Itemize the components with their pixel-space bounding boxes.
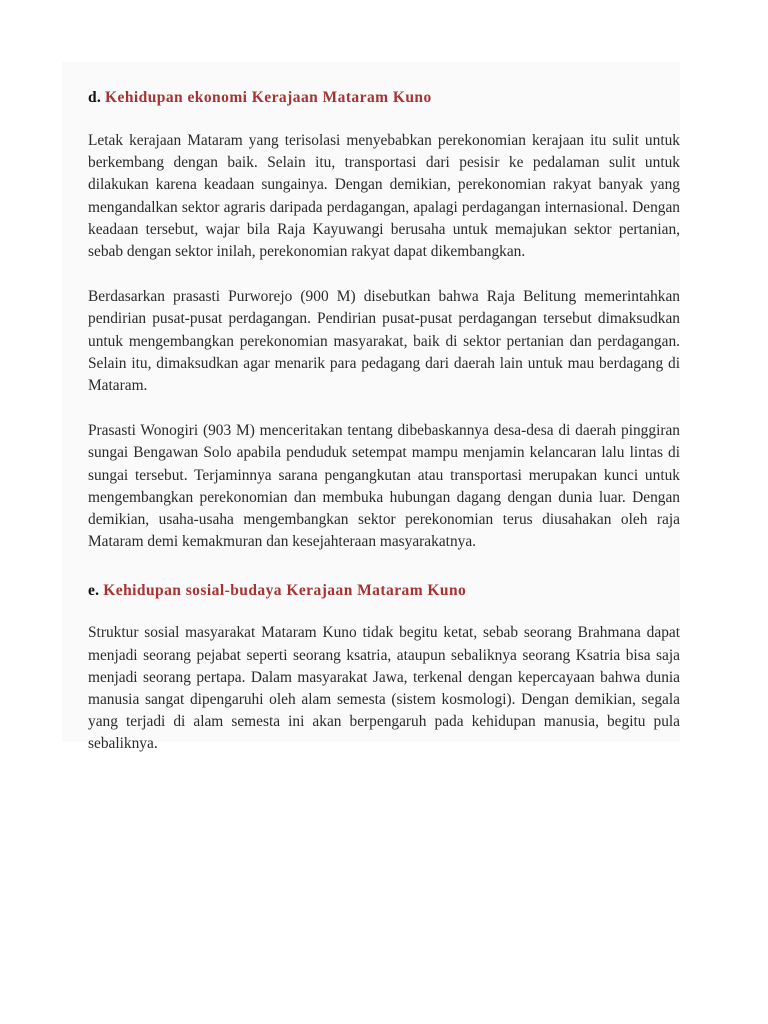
- paragraph-social-1: Struktur sosial masyarakat Mataram Kuno tidak begitu ketat, sebab seorang Brahmana dapat menjadi seorang pejabat seperti seorang ksatria, ataupun sebaliknya seorang Ksatria bisa saja menjadi seorang pertapa. Dalam masyarakat Jawa, terkenal dengan kepercayaan bahwa dunia manusia sangat dipengaruhi oleh alam semesta (sistem kosmologi). Dengan demikian, segala yang terjadi di alam semesta ini akan berpengaruh pada kehidupan manusia, begitu pula sebaliknya.: [88, 624, 680, 753]
- section-heading-social: [88, 581, 680, 601]
- document-body: [88, 88, 680, 756]
- section-heading-economy: [88, 88, 680, 108]
- section-marker-d: d.: [88, 89, 101, 106]
- section-marker-e: e.: [88, 582, 100, 600]
- paragraph-economy-2: Berdasarkan prasasti Purworejo (900 M) disebutkan bahwa Raja Belitung memerintahkan pendirian pusat-pusat perdagangan. Pendirian pusat-pusat perdagangan tersebut dimaksudkan untuk mengembangkan perekonomian masyarakat, baik di sektor pertanian dan perdagangan. Selain itu, dimaksudkan agar menarik para pedagang dari daerah lain untuk mau berdagang di Mataram.: [88, 288, 680, 395]
- paragraph-economy-1: Letak kerajaan Mataram yang terisolasi menyebabkan perekonomian kerajaan itu sulit untuk berkembang dengan baik. Selain itu, transportasi dari pesisir ke pedalaman sulit untuk dilakukan karena keadaan sungainya. Dengan demikian, perekonomian rakyat banyak yang mengandalkan sektor agraris daripada perdagangan, apalagi perdagangan internasional. Dengan keadaan tersebut, wajar bila Raja Kayuwangi berusaha untuk memajukan sektor pertanian, sebab dengan sektor inilah, perekonomian rakyat dapat dikembangkan.: [88, 132, 680, 261]
- paragraph-economy-3: Prasasti Wonogiri (903 M) menceritakan tentang dibebaskannya desa-desa di daerah pinggiran sungai Bengawan Solo apabila penduduk setempat mampu menjamin kelancaran lalu lintas di sungai tersebut. Terjaminnya sarana pengangkutan atau transportasi merupakan kunci untuk mengembangkan perekonomian dan membuka hubungan dagang dengan dunia luar. Dengan demikian, usaha-usaha mengembangkan sektor perekonomian terus diusahakan oleh raja Mataram demi kemakmuran dan kesejahteraan masyarakatnya.: [88, 422, 680, 551]
- section-heading-economy-text: Kehidupan ekonomi Kerajaan Mataram Kuno: [104, 89, 432, 106]
- section-heading-social-text: Kehidupan sosial-budaya Kerajaan Mataram Kuno: [103, 582, 467, 600]
